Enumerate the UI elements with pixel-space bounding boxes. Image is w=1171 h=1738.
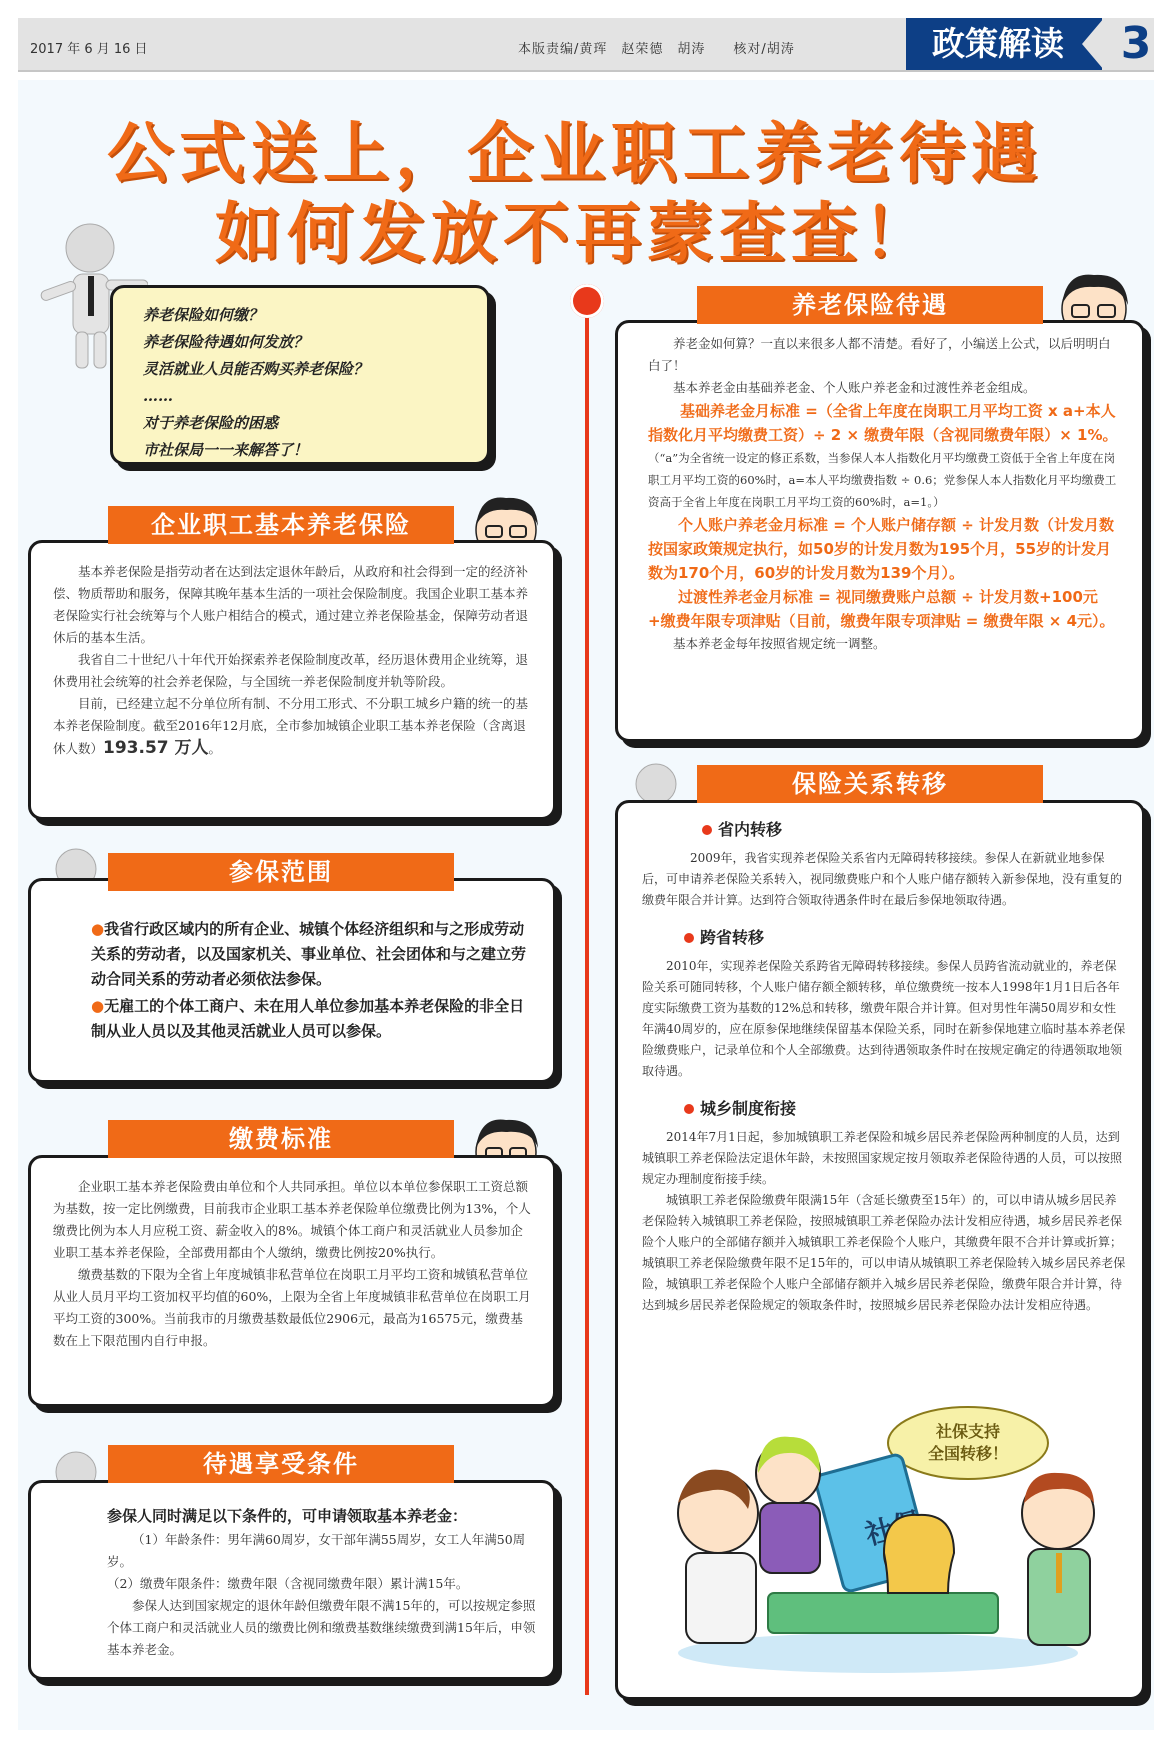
issue-date: 2017 年 6 月 16 日 [30,42,148,57]
transfer-paragraph: 2014年7月1日起，参加城镇职工养老保险和城乡居民养老保险两种制度的人员，达到城镇职工养老保险法定退休年龄，未按照国家规定按月领取养老保险待遇的人员，可以按照规定办理制度衔接手续。 [642,1130,1123,1186]
contribution-card [28,1155,556,1407]
center-timeline [585,300,589,1695]
benefits-title: 养老保险待遇 [697,286,1043,324]
scope-item: ●我省行政区域内的所有企业、城镇个体经济组织和与之形成劳动关系的劳动者，以及国家机关、事业单位、社会团体和与之建立劳动合同关系的劳动者必须依法参保。 [91,920,527,988]
intro-line: 灵活就业人员能否购买养老保险？ [143,360,369,378]
basic-insurance-card [28,540,556,820]
transfer-card [615,800,1145,1700]
contribution-paragraph: 企业职工基本养老保险费由单位和个人共同承担。单位以本单位参保职工工资总额为基数，按一定比例缴费，目前我市企业职工基本养老保险单位缴费比例为13%，个人缴费比例为本人月应税工资、薪金收入的8%。城镇个体工商户和灵活就业人员参加企业职工基本养老保险，全部费用都由个人缴纳，缴费比例按20%执行。 [53,1179,531,1260]
insured-count: 193.57 万人 [103,738,209,758]
page-number: 3 [1120,18,1152,69]
section-title: 政策解读 [906,18,1102,70]
benefits-paragraph: 基本养老金每年按照省规定统一调整。 [673,636,886,651]
transfer-paragraph: 城镇职工养老保险缴费年限满15年（含延长缴费至15年）的，可以申请从城乡居民养老保险转入城镇职工养老保险，按照城镇职工养老保险办法计发相应待遇，城乡居民养老保险个人账户的全部储存额并入城镇职工养老保险个人账户，其缴费年限不合并计算或折算；城镇职工养老保险缴费年限不足15年的，可以申请从城镇职工养老保险转入城乡居民养老保险，城镇职工养老保险个人账户全部储存额并入城乡居民养老保险，缴费年限合并计算，待达到城乡居民养老保险规定的领取条件时，按照城乡居民养老保险办法计发相应待遇。 [642,1193,1126,1312]
bubble-text-1: 社保支持 [935,1422,1001,1441]
intro-line: …… [143,387,173,405]
intro-questions-note [110,285,490,465]
basic-paragraph: 目前，已经建立起不分单位所有制、不分用工形式、不分职工城乡户籍的统一的基本养老保险制度。截至2016年12月底，全市参加城镇企业职工基本养老保险（含离退休人数）193.57 万人。 [53,696,529,758]
basic-insurance-title: 企业职工基本养老保险 [108,506,454,544]
transfer-paragraph: 2009年，我省实现养老保险关系省内无障碍转移接续。参保人在新就业地参保后，可申请养老保险关系转入，视同缴费账户和个人账户储存额转入新参保地，没有重复的缴费年限合并计算。达到符合领取待遇条件时在最后参保地领取待遇。 [642,851,1123,907]
transfer-title: 保险关系转移 [697,765,1043,803]
eligibility-card [28,1480,556,1680]
eligibility-condition: （2）缴费年限条件：缴费年限（含视同缴费年限）累计满15年。 [107,1576,469,1591]
headline-line-1: 公式送上，企业职工养老待遇 [107,115,1043,192]
intro-line: 养老保险待遇如何发放？ [143,333,309,351]
eligibility-lead: 参保人同时满足以下条件的，可申请领取基本养老金： [107,1507,468,1525]
transfer-paragraph: 2010年，实现养老保险关系跨省无障碍转移接续。参保人员跨省流动就业的，养老保险关系可随同转移，个人账户储存额全额转移，单位缴费统一按本人1998年1月1日后各年度实际缴费工资为基数的12%总和转移，缴费年限合并计算。但对男性年满50周岁和女性年满40周岁的，应在原参保地继续保留基本保险关系，同时在新参保地建立临时基本养老保险缴费账户，记录单位和个人全部缴费。达到待遇领取条件时在按规定确定的待遇领取地领取待遇。 [642,959,1126,1078]
basic-paragraph: 基本养老保险是指劳动者在达到法定退休年龄后，从政府和社会得到一定的经济补偿、物质帮助和服务，保障其晚年基本生活的一项社会保险制度。我国企业职工基本养老保险实行社会统筹与个人账户相结合的模式，通过建立养老保险基金，保障劳动者退休后的基本生活。 [53,564,529,645]
social-security-illustration [648,1403,1118,1683]
bubble-text-2: 全国转移！ [927,1444,1009,1463]
subhead-in-province: 省内转移 [702,817,1126,840]
subhead-cross-province: 跨省转移 [684,925,1126,948]
intro-line: 市社保局一一来解答了！ [143,441,309,459]
timeline-dot [570,284,604,318]
benefits-paragraph: 养老金如何算？一直以来很多人都不清楚。看好了，小编送上公式，以后明明白白了！ [648,336,1111,373]
intro-line: 对于养老保险的困惑 [143,414,279,432]
contribution-title: 缴费标准 [108,1120,454,1158]
basic-paragraph: 我省自二十世纪八十年代开始探索养老保险制度改革，经历退休费用企业统筹，退休费用社会统筹的社会养老保险，与全国统一养老保险制度并轨等阶段。 [53,652,529,689]
intro-line: 养老保险如何缴？ [143,306,264,324]
headline-line-2: 如何发放不再蒙查查！ [215,195,935,272]
eligibility-condition: 参保人达到国家规定的退休年龄但缴费年限不满15年的，可以按规定参照个体工商户和灵活就业人员的缴费比例和缴费基数继续缴费到满15年后，申领基本养老金。 [107,1598,536,1657]
scope-card [28,878,556,1083]
scope-title: 参保范围 [108,853,454,891]
subhead-urban-rural: 城乡制度衔接 [684,1096,1126,1119]
benefits-card [615,320,1145,742]
eligibility-condition: （1）年龄条件：男年满60周岁，女干部年满55周岁，女工人年满50周岁。 [107,1532,526,1569]
formula-personal-account: 个人账户养老金月标准 = 个人账户储存额 ÷ 计发月数（计发月数按国家政策规定执行，如50岁的计发月数为195个月，55岁的计发月数为170个月，60岁的计发月数为139个月）。 [648,516,1115,582]
formula-transitional: 过渡性养老金月标准 = 视同缴费账户总额 ÷ 计发月数+100元+缴费年限专项津贴（目前，缴费年限专项津贴 = 缴费年限 × 4元）。 [648,588,1115,630]
editor-credits: 本版责编/黄珲 赵荣德 胡涛 核对/胡涛 [518,42,795,57]
masthead [18,18,1154,72]
contribution-paragraph: 缴费基数的下限为全省上年度城镇非私营单位在岗职工月平均工资和城镇私营单位从业人员月平均工资加权平均值的60%，上限为全省上年度城镇非私营单位在岗职工月平均工资的300%。当前我市的月缴费基数最低位2906元，最高为16575元，缴费基数在上下限范围内自行申报。 [53,1267,531,1348]
benefits-paragraph: 基本养老金由基础养老金、个人账户养老金和过渡性养老金组成。 [673,380,1036,395]
scope-item: ●无雇工的个体工商户、未在用人单位参加基本养老保险的非全日制从业人员以及其他灵活就业人员可以参保。 [91,997,525,1040]
eligibility-title: 待遇享受条件 [108,1445,454,1483]
formula-basic: 基础养老金月标准 =（全省上年度在岗职工月平均工资 x a+本人指数化月平均缴费工资）÷ 2 × 缴费年限（含视同缴费年限）× 1%。（“a”为全省统一设定的修正系数，当参保人本人指数化月平均缴费工资低于全省上年度在岗职工月平均工资的60%时，a=本人平均缴费指数 ÷ 0.6；党参保人本人指数化月平均缴费工资高于全省上年度在岗职工月平均工资的60%时，a=1。） [648,402,1118,509]
